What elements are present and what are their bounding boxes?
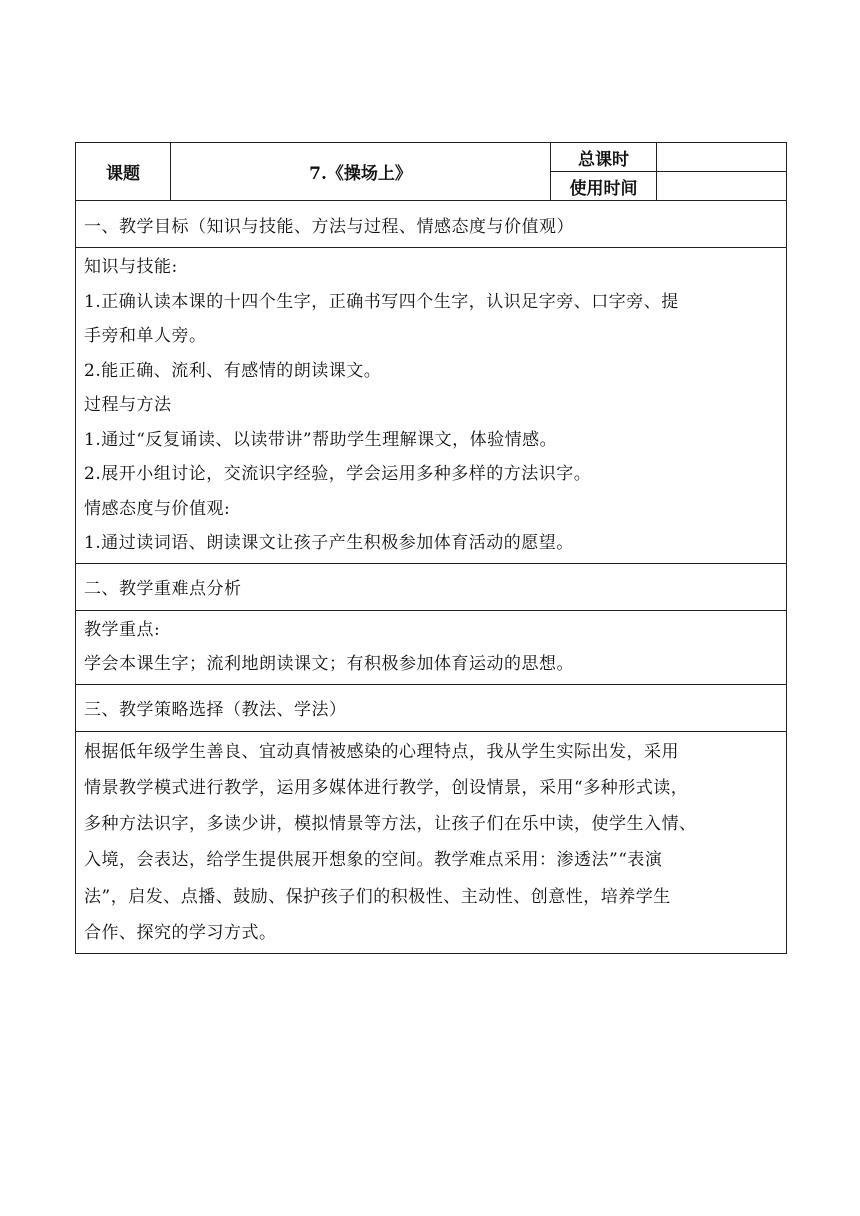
section1-line: 过程与方法	[84, 395, 172, 415]
section1-line: 情感态度与价值观:	[84, 498, 231, 519]
lesson-plan-table-container	[75, 142, 786, 954]
lesson-title: 7.《操场上》	[171, 143, 551, 201]
section1-line: 手旁和单人旁。	[84, 326, 207, 346]
section2-line: 教学重点:	[84, 619, 161, 640]
section3-heading: 三、教学策略选择（教法、学法）	[76, 684, 787, 731]
section2-body	[76, 610, 787, 684]
section3-body	[76, 731, 787, 954]
section3-line: 入境，会表达，给学生提供展开想象的空间。教学难点采用：渗透法”“表演	[84, 850, 663, 871]
section2-line: 学会本课生字；流利地朗读课文；有积极参加体育运动的思想。	[84, 654, 574, 674]
section3-line: 根据低年级学生善良、宜动真情被感染的心理特点，我从学生实际出发，采用	[84, 741, 679, 762]
section1-body	[76, 248, 787, 564]
section1-line: 1.通过读词语、朗读课文让孩子产生积极参加体育活动的愿望。	[84, 533, 574, 553]
section1-line: 1.正确认读本课的十四个生字，正确书写四个生字，认识足字旁、口字旁、提	[84, 291, 679, 312]
section3-line: 合作、探究的学习方式。	[84, 922, 277, 943]
time-used-label: 使用时间	[551, 172, 657, 201]
section1-line: 知识与技能:	[84, 257, 178, 277]
header-row-1	[76, 143, 787, 172]
time-used-value	[657, 172, 787, 201]
section1-heading-row	[76, 201, 787, 248]
total-hours-label: 总课时	[551, 143, 657, 172]
section1-line: 2.展开小组讨论，交流识字经验，学会运用多种多样的方法识字。	[84, 464, 592, 484]
section2-heading: 二、教学重难点分析	[76, 563, 787, 610]
lesson-plan-table	[75, 142, 787, 954]
total-hours-value	[657, 143, 787, 172]
section3-heading-row	[76, 684, 787, 731]
section1-body-row	[76, 248, 787, 564]
section1-line: 1.通过“反复诵读、以读带讲”帮助学生理解课文，体验情感。	[84, 429, 558, 450]
topic-label: 课题	[76, 143, 171, 201]
section3-line: 情景教学模式进行教学，运用多媒体进行教学，创设情景，采用“多种形式读，	[84, 777, 689, 798]
section3-line: 法”，启发、点播、鼓励、保护孩子们的积极性、主动性、创意性，培养学生	[84, 886, 671, 907]
section1-heading: 一、教学目标（知识与技能、方法与过程、情感态度与价值观）	[76, 201, 787, 248]
section3-body-row	[76, 731, 787, 954]
section2-heading-row	[76, 563, 787, 610]
section3-line: 多种方法识字，多读少讲，模拟情景等方法，让孩子们在乐中读，使学生入情、	[84, 814, 697, 835]
section1-line: 2.能正确、流利、有感情的朗读课文。	[84, 360, 382, 381]
section2-body-row	[76, 610, 787, 684]
